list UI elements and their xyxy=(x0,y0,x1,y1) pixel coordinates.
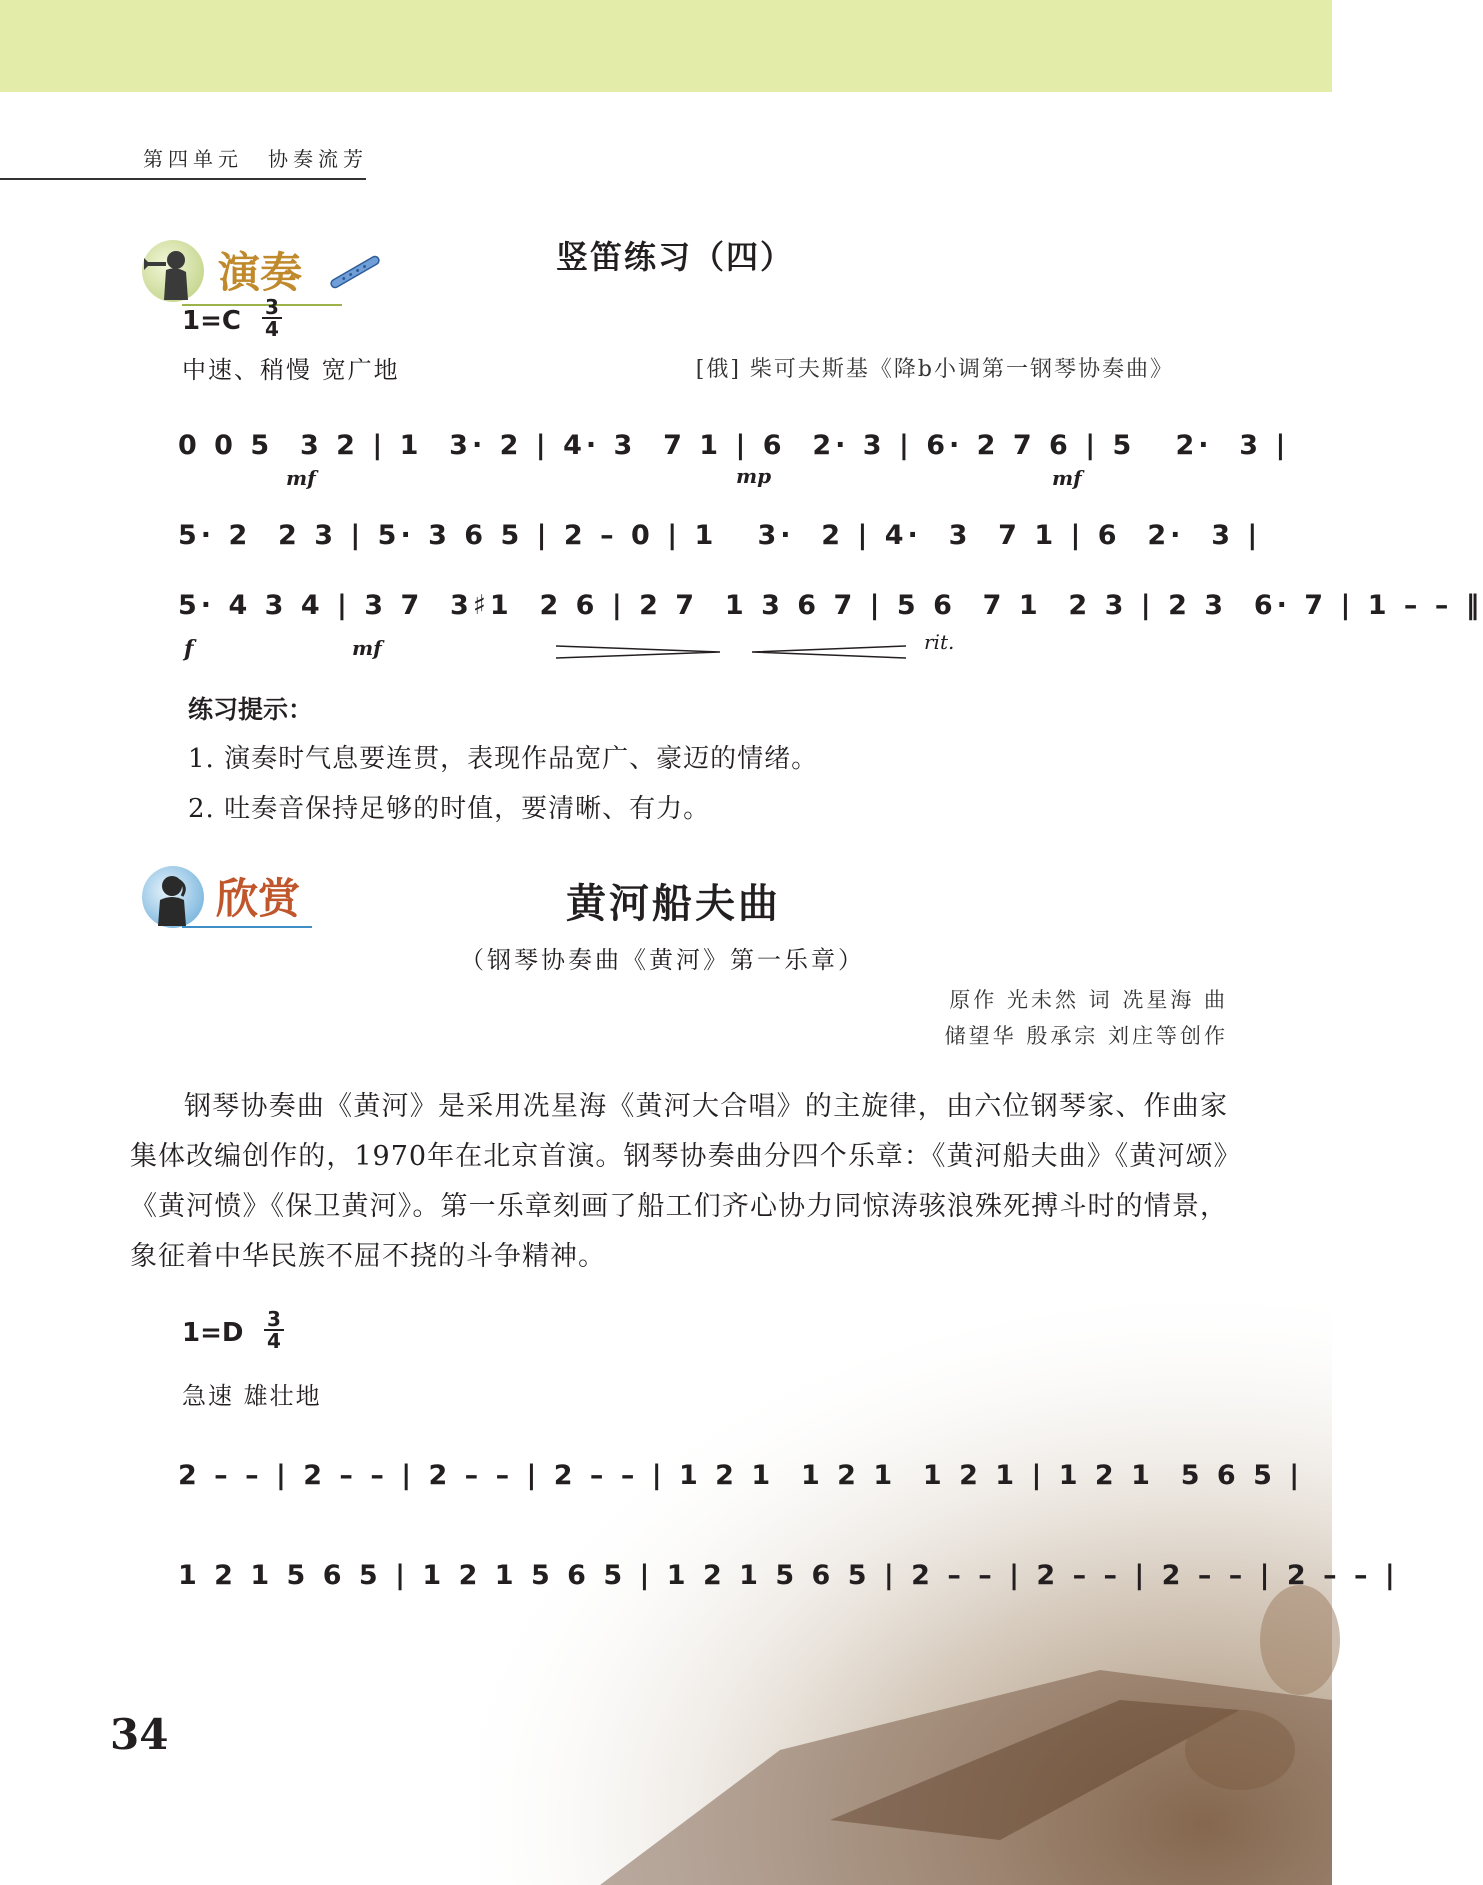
composer-credit: [俄] 柴可夫斯基《降b小调第一钢琴协奏曲》 xyxy=(695,357,1174,382)
tempo-marking-2: 急速 雄壮地 xyxy=(182,1382,322,1410)
time-sig-top-2: 3 xyxy=(267,1307,281,1331)
score-line-3: 5· 4 3 4 | 3 7 3♯1 2 6 | 2 7 1 3 6 7 | 5 6 7 1 2 3 | 2 3 6· 7 | 1 – – ‖ xyxy=(178,590,1483,621)
unit-header: 第四单元 协奏流芳 xyxy=(143,147,368,171)
tip-item-1: 1. 演奏时气息要连贯，表现作品宽广、豪迈的情绪。 xyxy=(188,744,819,774)
perform-badge-label: 演奏 xyxy=(218,248,303,297)
score-line-5: 1 2 1 5 6 5 | 1 2 1 5 6 5 | 1 2 1 5 6 5 | 2 – – | 2 – – | 2 – – | 2 – – | xyxy=(178,1560,1399,1591)
credit-line-2: 储望华 殷承宗 刘庄等创作 xyxy=(944,1024,1228,1048)
piece-title: 黄河船夫曲 xyxy=(566,881,781,927)
intro-paragraph xyxy=(130,1082,1228,1282)
hairpins xyxy=(0,0,1332,700)
dynamic-mf-1: mf xyxy=(286,466,316,490)
dynamic-mp: mp xyxy=(736,464,772,488)
badge-underline xyxy=(182,926,312,928)
exercise-title: 竖笛练习（四） xyxy=(556,238,795,276)
page-number: 34 xyxy=(110,1710,169,1759)
dynamic-f: f xyxy=(184,636,194,662)
listener-icon xyxy=(142,866,204,928)
intro-paragraph-text: 钢琴协奏曲《黄河》是采用冼星海《黄河大合唱》的主旋律，由六位钢琴家、作曲家集体改编创作的，1970年在北京首演。钢琴协奏曲分四个乐章：《黄河船夫曲》《黄河颂》《黄河愤》《保卫黄河》。第一乐章刻画了船工们齐心协力同惊涛骇浪殊死搏斗时的情景，象征着中华民族不屈不挠的斗争精神。 xyxy=(130,1091,1228,1272)
ritardando-marking: rit. xyxy=(924,630,955,654)
time-sig-bottom-2: 4 xyxy=(267,1329,281,1353)
time-sig-top: 3 xyxy=(265,295,279,319)
tip-item-2: 2. 吐奏音保持足够的时值，要清晰、有力。 xyxy=(188,794,711,824)
dynamic-mf-2: mf xyxy=(1052,466,1082,490)
time-signature-2 xyxy=(264,1307,284,1353)
tempo-marking: 中速、稍慢 宽广地 xyxy=(182,356,400,384)
time-sig-bottom: 4 xyxy=(265,317,279,341)
piece-subtitle: （钢琴协奏曲《黄河》第一乐章） xyxy=(460,946,865,974)
score-line-2: 5· 2 2 3 | 5· 3 6 5 | 2 – 0 | 1 3· 2 | 4· 3 7 1 | 6 2· 3 | xyxy=(178,520,1262,551)
score-line-4: 2 – – | 2 – – | 2 – – | 2 – – | 1 2 1 1 2 1 1 2 1 | 1 2 1 5 6 5 | xyxy=(178,1460,1304,1491)
score-line-1: 0 0 5 3 2 | 1 3· 2 | 4· 3 7 1 | 6 2· 3 | 6· 2 7 6 | 5 2· 3 | xyxy=(178,430,1290,461)
appreciate-badge xyxy=(142,866,322,932)
key-signature: 1=C xyxy=(182,306,241,336)
key-signature-2: 1=D xyxy=(182,1318,244,1348)
dynamic-mf-3: mf xyxy=(352,636,382,660)
tips-title: 练习提示： xyxy=(188,695,314,724)
credit-line-1: 原作 光未然 词 冼星海 曲 xyxy=(949,988,1228,1012)
appreciate-badge-label: 欣赏 xyxy=(216,874,301,923)
